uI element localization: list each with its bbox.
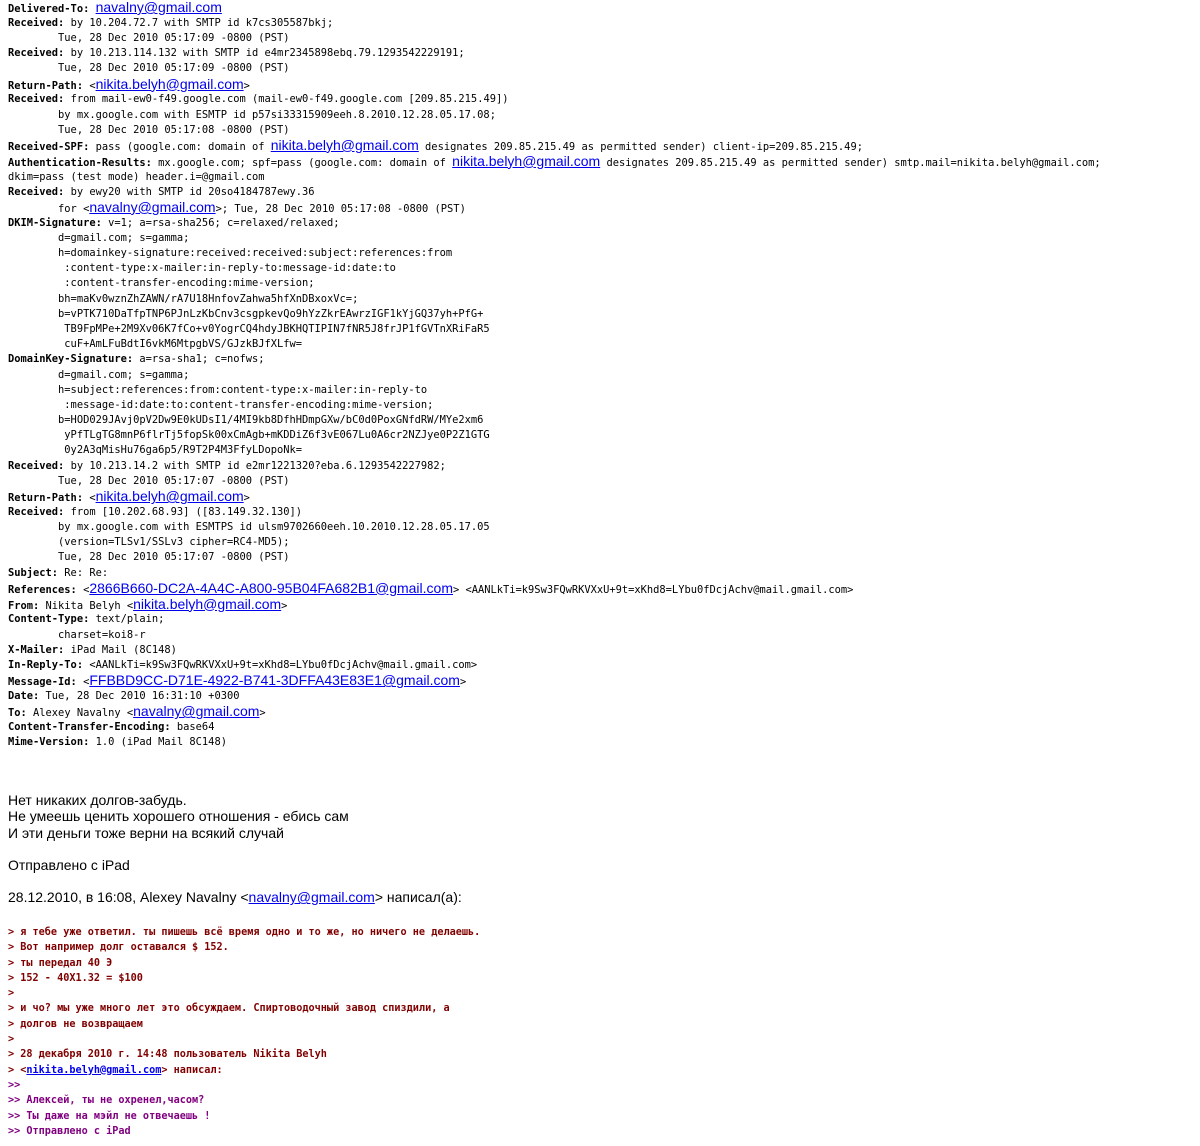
header-value-text: by mx.google.com with ESMTPS id ulsm9702660eeh.10.2010.12.28.05.17.05 [8,521,490,534]
header-value-text: (version=TLSv1/SSLv3 cipher=RC4-MD5); [8,536,290,549]
email-link[interactable]: nikita.belyh@gmail.com [133,595,282,612]
header-value-text: > [259,707,266,720]
header-value-text: > я тебе уже ответил. ты пишешь всё время одно и то же, но ничего не делаешь. [8,927,481,938]
header-line [8,352,1193,367]
email-link[interactable]: navalny@gmail.com [133,703,260,720]
header-value-text: >> [8,1079,21,1091]
email-link[interactable]: nikita.belyh@gmail.com [270,136,419,153]
reply-attribution [8,889,1193,905]
header-value-text: :content-transfer-encoding:mime-version; [8,277,315,290]
email-headers [8,0,1193,750]
header-line [8,658,1193,673]
quoted-line [8,956,1193,971]
email-body [8,792,1193,905]
header-value-text: Tue, 28 Dec 2010 05:17:09 -0800 (PST) [8,31,290,44]
header-value-text: by 10.204.72.7 with SMTP id k7cs305587bkj; [64,16,334,29]
header-value-text: d=gmail.com; s=gamma; [8,231,190,244]
header-line [8,368,1193,383]
header-line [8,398,1193,413]
header-value-text: > [8,1034,15,1046]
header-line [8,612,1193,627]
header-line [8,550,1193,565]
header-name: Received: [8,459,65,472]
header-name: Received: [8,505,65,518]
header-line [8,704,1193,720]
header-value-text: > и чо? мы уже много лет это обсуждаем. Спиртоводочный завод спиздили, а [8,1003,450,1015]
header-value-text: >; Tue, 28 Dec 2010 05:17:08 -0800 (PST) [215,202,466,215]
header-line [8,61,1193,76]
header-value-text: designates 209.85.215.49 as permitted sender) client-ip=209.85.215.49; [418,140,863,153]
header-value-text: by mx.google.com with ESMTP id p57si33315909eeh.8.2010.12.28.05.17.08; [8,108,496,121]
header-line [8,673,1193,689]
header-line [8,138,1193,154]
header-line [8,720,1193,735]
header-value-text: >> Ты даже на мэйл не отвечаешь ! [8,1110,211,1122]
quoted-line [8,1078,1193,1093]
header-value-text: > [281,599,288,612]
header-line [8,322,1193,337]
header-line [8,735,1193,750]
header-name: Message-Id: [8,676,77,689]
header-value-text: Tue, 28 Dec 2010 05:17:07 -0800 (PST) [8,474,290,487]
header-value-text: < [83,79,96,92]
header-name: Authentication-Results: [8,156,152,169]
header-value-text: >> Отправлено с iPad [8,1125,131,1137]
body-line: Нет никаких долгов-забудь. [8,792,187,808]
header-value-text: > долгов не возвращаем [8,1018,143,1030]
quoted-line [8,1032,1193,1047]
header-value-text: > [8,988,15,1000]
header-value-text: :message-id:date:to:content-transfer-encoding:mime-version; [8,398,434,411]
header-line [8,597,1193,613]
header-line [8,535,1193,550]
header-name: From: [8,599,40,612]
header-line [8,0,1193,16]
header-name: Subject: [8,566,59,579]
header-value-text: designates 209.85.215.49 as permitted sender) smtp.mail=nikita.belyh@gmail.com; [600,156,1101,169]
header-name: Received-SPF: [8,140,90,153]
header-value-text: Tue, 28 Dec 2010 05:17:08 -0800 (PST) [8,123,290,136]
header-value-text: b=HOD029JAvj0pV2Dw9E0kUDsI1/4MI9kb8DfhHDmpGXw/bC0d0PoxGNfdRW/MYe2xm6 [8,414,484,427]
header-value-text: yPfTLgTG8mnP6flrTj5fopSk00xCmAgb+mKDDiZ6f3vE067Lu0A6cr2NZJye0P2Z1GTG [8,429,490,442]
header-line [8,216,1193,231]
header-value-text: < [76,676,90,689]
header-name: X-Mailer: [8,643,65,656]
header-line [8,185,1193,200]
header-line [8,505,1193,520]
header-value-text: 0y2A3qMisHu76ga6p5/R9T2P4M3FfyLDopoNk= [8,444,303,457]
quoted-line [8,1047,1193,1062]
header-value-text: v=1; a=rsa-sha256; c=relaxed/relaxed; [101,216,340,229]
header-value-text: Re: Re: [58,566,109,579]
header-line [8,413,1193,428]
header-line [8,16,1193,31]
quoted-line [8,986,1193,1001]
header-name: To: [8,707,27,720]
header-line [8,246,1193,261]
email-link[interactable]: nikita.belyh@gmail.com [95,488,244,505]
header-name: References: [8,583,77,596]
header-value-text: h=subject:references:from:content-type:x-mailer:in-reply-to [8,383,428,396]
header-name: Received: [8,47,65,60]
header-value-text: Nikita Belyh < [39,599,134,612]
header-value-text: < [83,492,96,505]
header-value-text: a=rsa-sha1; c=nofws; [133,353,265,366]
header-line [8,307,1193,322]
header-value-text: base64 [170,720,215,733]
header-value-text: charset=koi8-r [8,628,146,641]
header-line [8,77,1193,93]
header-value-text: by 10.213.14.2 with SMTP id e2mr1221320?eba.6.1293542227982; [64,459,446,472]
header-line [8,261,1193,276]
email-link[interactable]: 2866B660-DC2A-4A4C-A800-95B04FA682B1@gmail.com [89,579,453,596]
header-value-text: from [10.202.68.93] ([83.149.32.130]) [64,505,303,518]
header-line [8,108,1193,123]
quoted-line [8,1093,1193,1108]
quoted-reply [8,925,1193,1139]
header-name: Content-Type: [8,613,90,626]
header-value-text: Tue, 28 Dec 2010 05:17:07 -0800 (PST) [8,551,290,564]
header-line [8,643,1193,658]
header-value-text: from mail-ew0-f49.google.com (mail-ew0-f49.google.com [209.85.215.49]) [64,93,509,106]
header-value-text: >> Алексей, ты не охренел,часом? [8,1095,205,1107]
header-line [8,689,1193,704]
header-value-text: text/plain; [89,613,165,626]
header-line [8,428,1193,443]
email-link[interactable]: nikita.belyh@gmail.com [95,75,244,92]
header-name: Received: [8,16,65,29]
quoted-line [8,925,1193,940]
header-value-text: <AANLkTi=k9Sw3FQwRKVXxU+9t=xKhd8=LYbu0fDcjAchv@mail.gmail.com> [83,658,478,671]
header-value-text: for < [8,202,90,215]
header-value-text: > написал: [161,1064,223,1076]
signature: Отправлено с iPad [8,856,130,873]
attribution-prefix: 28.12.2010, в 16:08, Alexey Navalny < [8,889,249,906]
header-line [8,92,1193,107]
header-value-text: mx.google.com; spf=pass (google.com: domain of [151,156,453,169]
header-name: Received: [8,93,65,106]
header-name: Mime-Version: [8,736,90,749]
header-value-text: bh=maKv0wznZhZAWN/rA7U18HnfovZahwa5hfXnDBxoxVc=; [8,292,359,305]
header-value-text: 1.0 (iPad Mail 8C148) [89,736,227,749]
header-name: DKIM-Signature: [8,216,102,229]
header-line [8,31,1193,46]
body-line: И эти деньги тоже верни на всякий случай [8,824,284,841]
quoted-line [8,1017,1193,1032]
header-value-text: pass (google.com: domain of [89,140,271,153]
header-value-text: > Вот например долг оставался $ 152. [8,942,229,954]
header-value-text: > 152 - 40X1.32 = $100 [8,972,143,984]
email-link[interactable]: navalny@gmail.com [89,198,216,215]
quoted-line [8,1001,1193,1016]
header-line [8,581,1193,597]
header-value-text: Tue, 28 Dec 2010 16:31:10 +0300 [39,689,240,702]
header-name: DomainKey-Signature: [8,353,134,366]
header-line [8,200,1193,216]
quoted-line [8,1109,1193,1124]
header-name: Date: [8,689,40,702]
quoted-line [8,940,1193,955]
header-line [8,628,1193,643]
header-value-text: :content-type:x-mailer:in-reply-to:message-id:date:to [8,262,396,275]
email-link[interactable]: nikita.belyh@gmail.com [26,1064,162,1076]
header-line [8,520,1193,535]
header-value-text: > <AANLkTi=k9Sw3FQwRKVXxU+9t=xKhd8=LYbu0fDcjAchv@mail.gmail.com> [452,583,854,596]
header-line [8,231,1193,246]
header-value-text: > ты передал 40 Э [8,957,113,969]
header-name: Return-Path: [8,492,84,505]
header-value-text: TB9FpMPe+2M9Xv06K7fCo+v0YogrCQ4hdyJBKHQTIPIN7fNR5J8frJP1fGVTnXRiFaR5 [8,322,490,335]
header-value-text: by ewy20 with SMTP id 20so4184787ewy.36 [64,185,315,198]
header-value-text: cuF+AmLFuBdtI6vkM6MtpgbVS/GJzkBJfXLfw= [8,338,303,351]
email-link[interactable]: FFBBD9CC-D71E-4922-B741-3DFFA43E83E1@gmail.com [89,672,460,689]
header-line [8,566,1193,581]
header-line [8,337,1193,352]
header-value-text: d=gmail.com; s=gamma; [8,368,190,381]
header-line [8,459,1193,474]
quoted-line [8,1124,1193,1139]
header-value-text: iPad Mail (8C148) [64,643,177,656]
email-link[interactable]: navalny@gmail.com [95,0,222,15]
header-line [8,123,1193,138]
header-value-text: > [459,676,467,689]
quoted-line [8,971,1193,986]
attribution-suffix: > написал(а): [374,889,462,906]
header-value-text: > [243,492,250,505]
quoted-line [8,1063,1193,1078]
header-line [8,46,1193,61]
header-line [8,443,1193,458]
header-value-text: > [243,79,250,92]
header-value-text: by 10.213.114.132 with SMTP id e4mr2345898ebq.79.1293542229191; [64,47,465,60]
header-line [8,383,1193,398]
header-line [8,292,1193,307]
header-line [8,154,1193,170]
header-line [8,170,1193,185]
header-value-text: Alexey Navalny < [26,707,134,720]
header-value-text: b=vPTK710DaTfpTNP6PJnLzKbCnv3csgpkevQo9hYzZkrEAwrzIGF1kYjGQ37yh+PfG+ [8,307,484,320]
header-value-text: Tue, 28 Dec 2010 05:17:09 -0800 (PST) [8,62,290,75]
body-line: Не умеешь ценить хорошего отношения - ебись сам [8,808,349,825]
header-value-text: > 28 декабря 2010 г. 14:48 пользователь Nikita Belyh [8,1049,327,1061]
header-line [8,489,1193,505]
header-name: In-Reply-To: [8,658,84,671]
header-value-text: h=domainkey-signature:received:received:subject:references:from [8,247,453,260]
header-line [8,474,1193,489]
email-link[interactable]: navalny@gmail.com [248,889,375,906]
header-value-text: < [76,583,90,596]
header-name: Delivered-To: [8,3,90,15]
header-name: Received: [8,185,65,198]
header-value-text: > < [8,1064,27,1076]
email-link[interactable]: nikita.belyh@gmail.com [452,152,601,169]
header-line [8,276,1193,291]
header-value-text: dkim=pass (test mode) header.i=@gmail.com [8,170,265,183]
header-name: Return-Path: [8,79,84,92]
header-name: Content-Transfer-Encoding: [8,720,171,733]
